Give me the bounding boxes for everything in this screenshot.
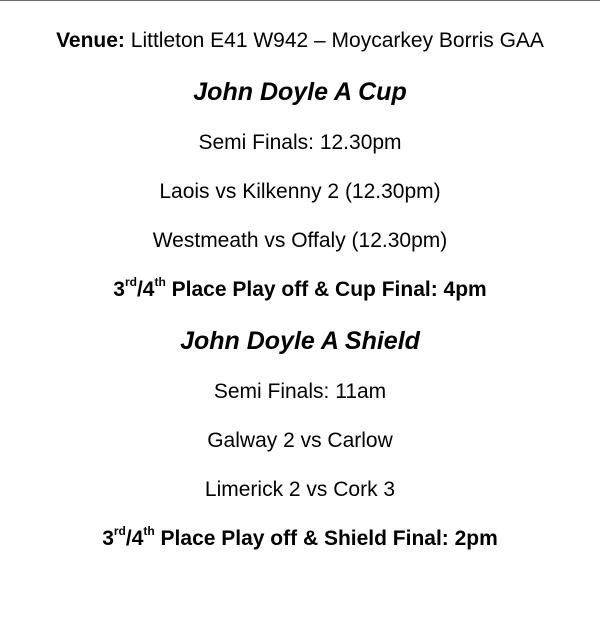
shield-semi-finals: Semi Finals: 11am <box>213 380 387 403</box>
shield-playoff-num1: 3 <box>102 527 114 550</box>
shield-title: John Doyle A Shield <box>180 327 420 355</box>
shield-playoff-sup2: th <box>143 524 155 538</box>
cup-playoff-num1: 3 <box>113 278 125 301</box>
cup-playoff-line <box>0 277 600 303</box>
cup-playoff-rest: Place Play off & Cup Final: 4pm <box>165 278 487 301</box>
shield-match-2: Limerick 2 vs Cork 3 <box>204 478 396 501</box>
venue-value: Littleton E41 W942 – Moycarkey Borris GAA <box>130 29 544 52</box>
cup-playoff-sup1: rd <box>124 275 137 289</box>
shield-playoff-rest: Place Play off & Shield Final: 2pm <box>154 527 498 550</box>
venue-label: Venue: <box>56 29 125 52</box>
shield-playoff-line <box>0 526 600 552</box>
venue-line <box>0 28 600 54</box>
cup-playoff-sup2: th <box>154 275 166 289</box>
shield-playoff-sep: /4 <box>125 527 144 550</box>
cup-semi-finals: Semi Finals: 12.30pm <box>198 131 402 154</box>
top-rule <box>0 0 600 1</box>
cup-playoff-sep: /4 <box>136 278 155 301</box>
cup-title: John Doyle A Cup <box>193 78 407 106</box>
cup-match-1: Laois vs Kilkenny 2 (12.30pm) <box>159 180 441 203</box>
shield-playoff-sup1: rd <box>113 524 126 538</box>
shield-match-1: Galway 2 vs Carlow <box>207 429 393 452</box>
cup-match-2: Westmeath vs Offaly (12.30pm) <box>152 229 448 252</box>
